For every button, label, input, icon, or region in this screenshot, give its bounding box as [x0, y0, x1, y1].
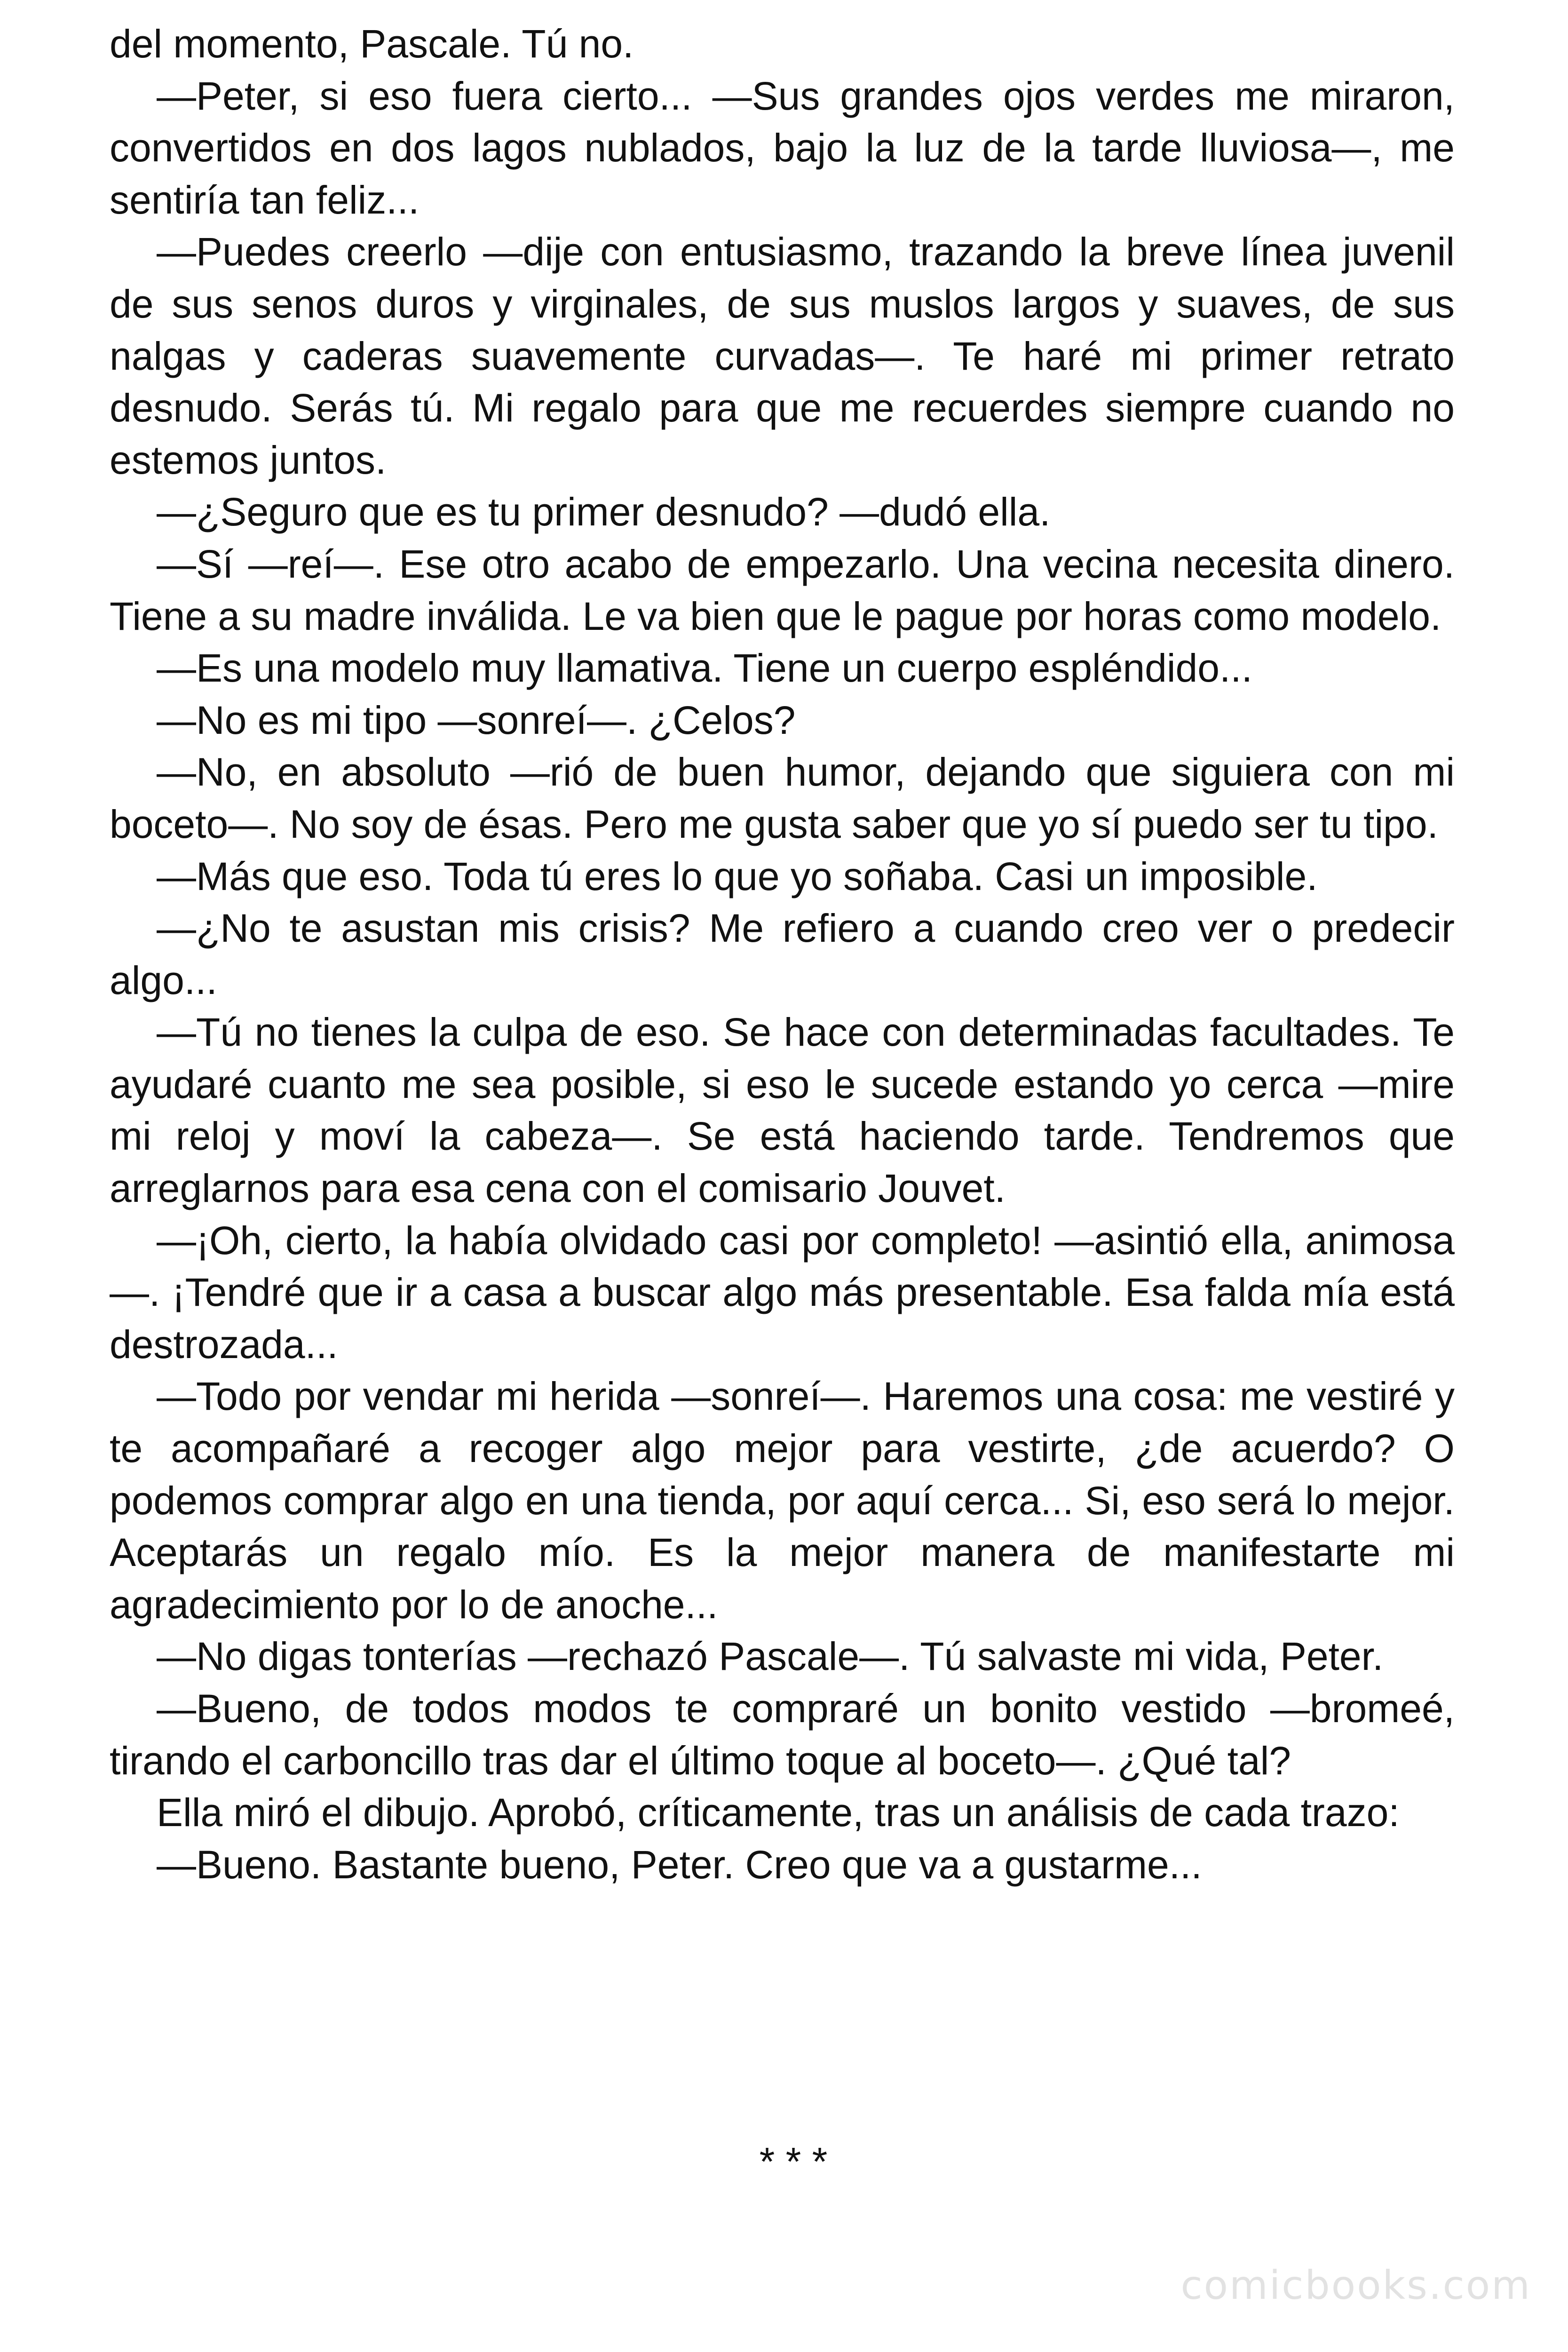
paragraph: —No digas tonterías —rechazó Pascale—. Tú salvaste mi vida, Peter. [157, 1634, 1384, 1679]
paragraph: —¿Seguro que es tu primer desnudo? —dudó ella. [157, 490, 1051, 534]
paragraph: —Todo por vendar mi herida —sonreí—. Haremos una cosa: me vestiré y te acompañaré a recoger algo mejor para vestirte, ¿de acuerdo? O podemos comprar algo en una tienda, por aquí cerca... Si, eso será lo mejor. Aceptarás un regalo mío. Es la mejor manera de manifestarte mi agradecimiento por lo de anoche... [110, 1374, 1455, 1627]
paragraph: —Peter, si eso fuera cierto... —Sus grandes ojos verdes me miraron, convertidos en dos lagos nublados, bajo la luz de la tarde lluviosa—, me sentiría tan feliz... [110, 73, 1455, 222]
paragraph: —¡Oh, cierto, la había olvidado casi por completo! —asintió ella, animosa—. ¡Tendré que ir a casa a buscar algo más presentable. Esa falda mía está destrozada... [110, 1218, 1455, 1367]
paragraph: —Bueno, de todos modos te compraré un bonito vestido —bromeé, tirando el carboncillo tras dar el último toque al boceto—. ¿Qué tal? [110, 1686, 1455, 1783]
paragraph: Ella miró el dibujo. Aprobó, críticamente, tras un análisis de cada trazo: [157, 1790, 1400, 1835]
paragraph: —Puedes creerlo —dije con entusiasmo, trazando la breve línea juvenil de sus senos duros y virginales, de sus muslos largos y suaves, de sus nalgas y caderas suavemente curvadas—. Te haré mi primer retrato desnudo. Serás tú. Mi regalo para que me recuerdes siempre cuando no estemos juntos. [110, 230, 1455, 482]
paragraph: —Tú no tienes la culpa de eso. Se hace con determinadas facultades. Te ayudaré cuanto me sea posible, si eso le sucede estando yo cerca —mire mi reloj y moví la cabeza—. Se está haciendo tarde. Tendremos que arreglarnos para esa cena con el comisario Jouvet. [110, 1010, 1455, 1211]
paragraph: —Bueno. Bastante bueno, Peter. Creo que va a gustarme... [157, 1842, 1202, 1887]
watermark: comicbooks.com [1180, 2262, 1531, 2308]
paragraph: del momento, Pascale. Tú no. [110, 22, 634, 66]
paragraph: —Más que eso. Toda tú eres lo que yo soñaba. Casi un imposible. [157, 854, 1318, 898]
paragraph: —¿No te asustan mis crisis? Me refiero a cuando creo ver o predecir algo... [110, 906, 1455, 1002]
body-text [110, 18, 1455, 1891]
paragraph: —No es mi tipo —sonreí—. ¿Celos? [157, 698, 796, 742]
paragraph: —No, en absoluto —rió de buen humor, dejando que siguiera con mi boceto—. No soy de ésas. Pero me gusta saber que yo sí puedo ser tu tipo. [110, 750, 1455, 846]
paragraph: —Es una modelo muy llamativa. Tiene un cuerpo espléndido... [157, 646, 1252, 691]
paragraph: —Sí —reí—. Ese otro acabo de empezarlo. Una vecina necesita dinero. Tiene a su madre inválida. Le va bien que le pague por horas como modelo. [110, 541, 1455, 638]
scene-break: * * * [759, 2139, 828, 2184]
